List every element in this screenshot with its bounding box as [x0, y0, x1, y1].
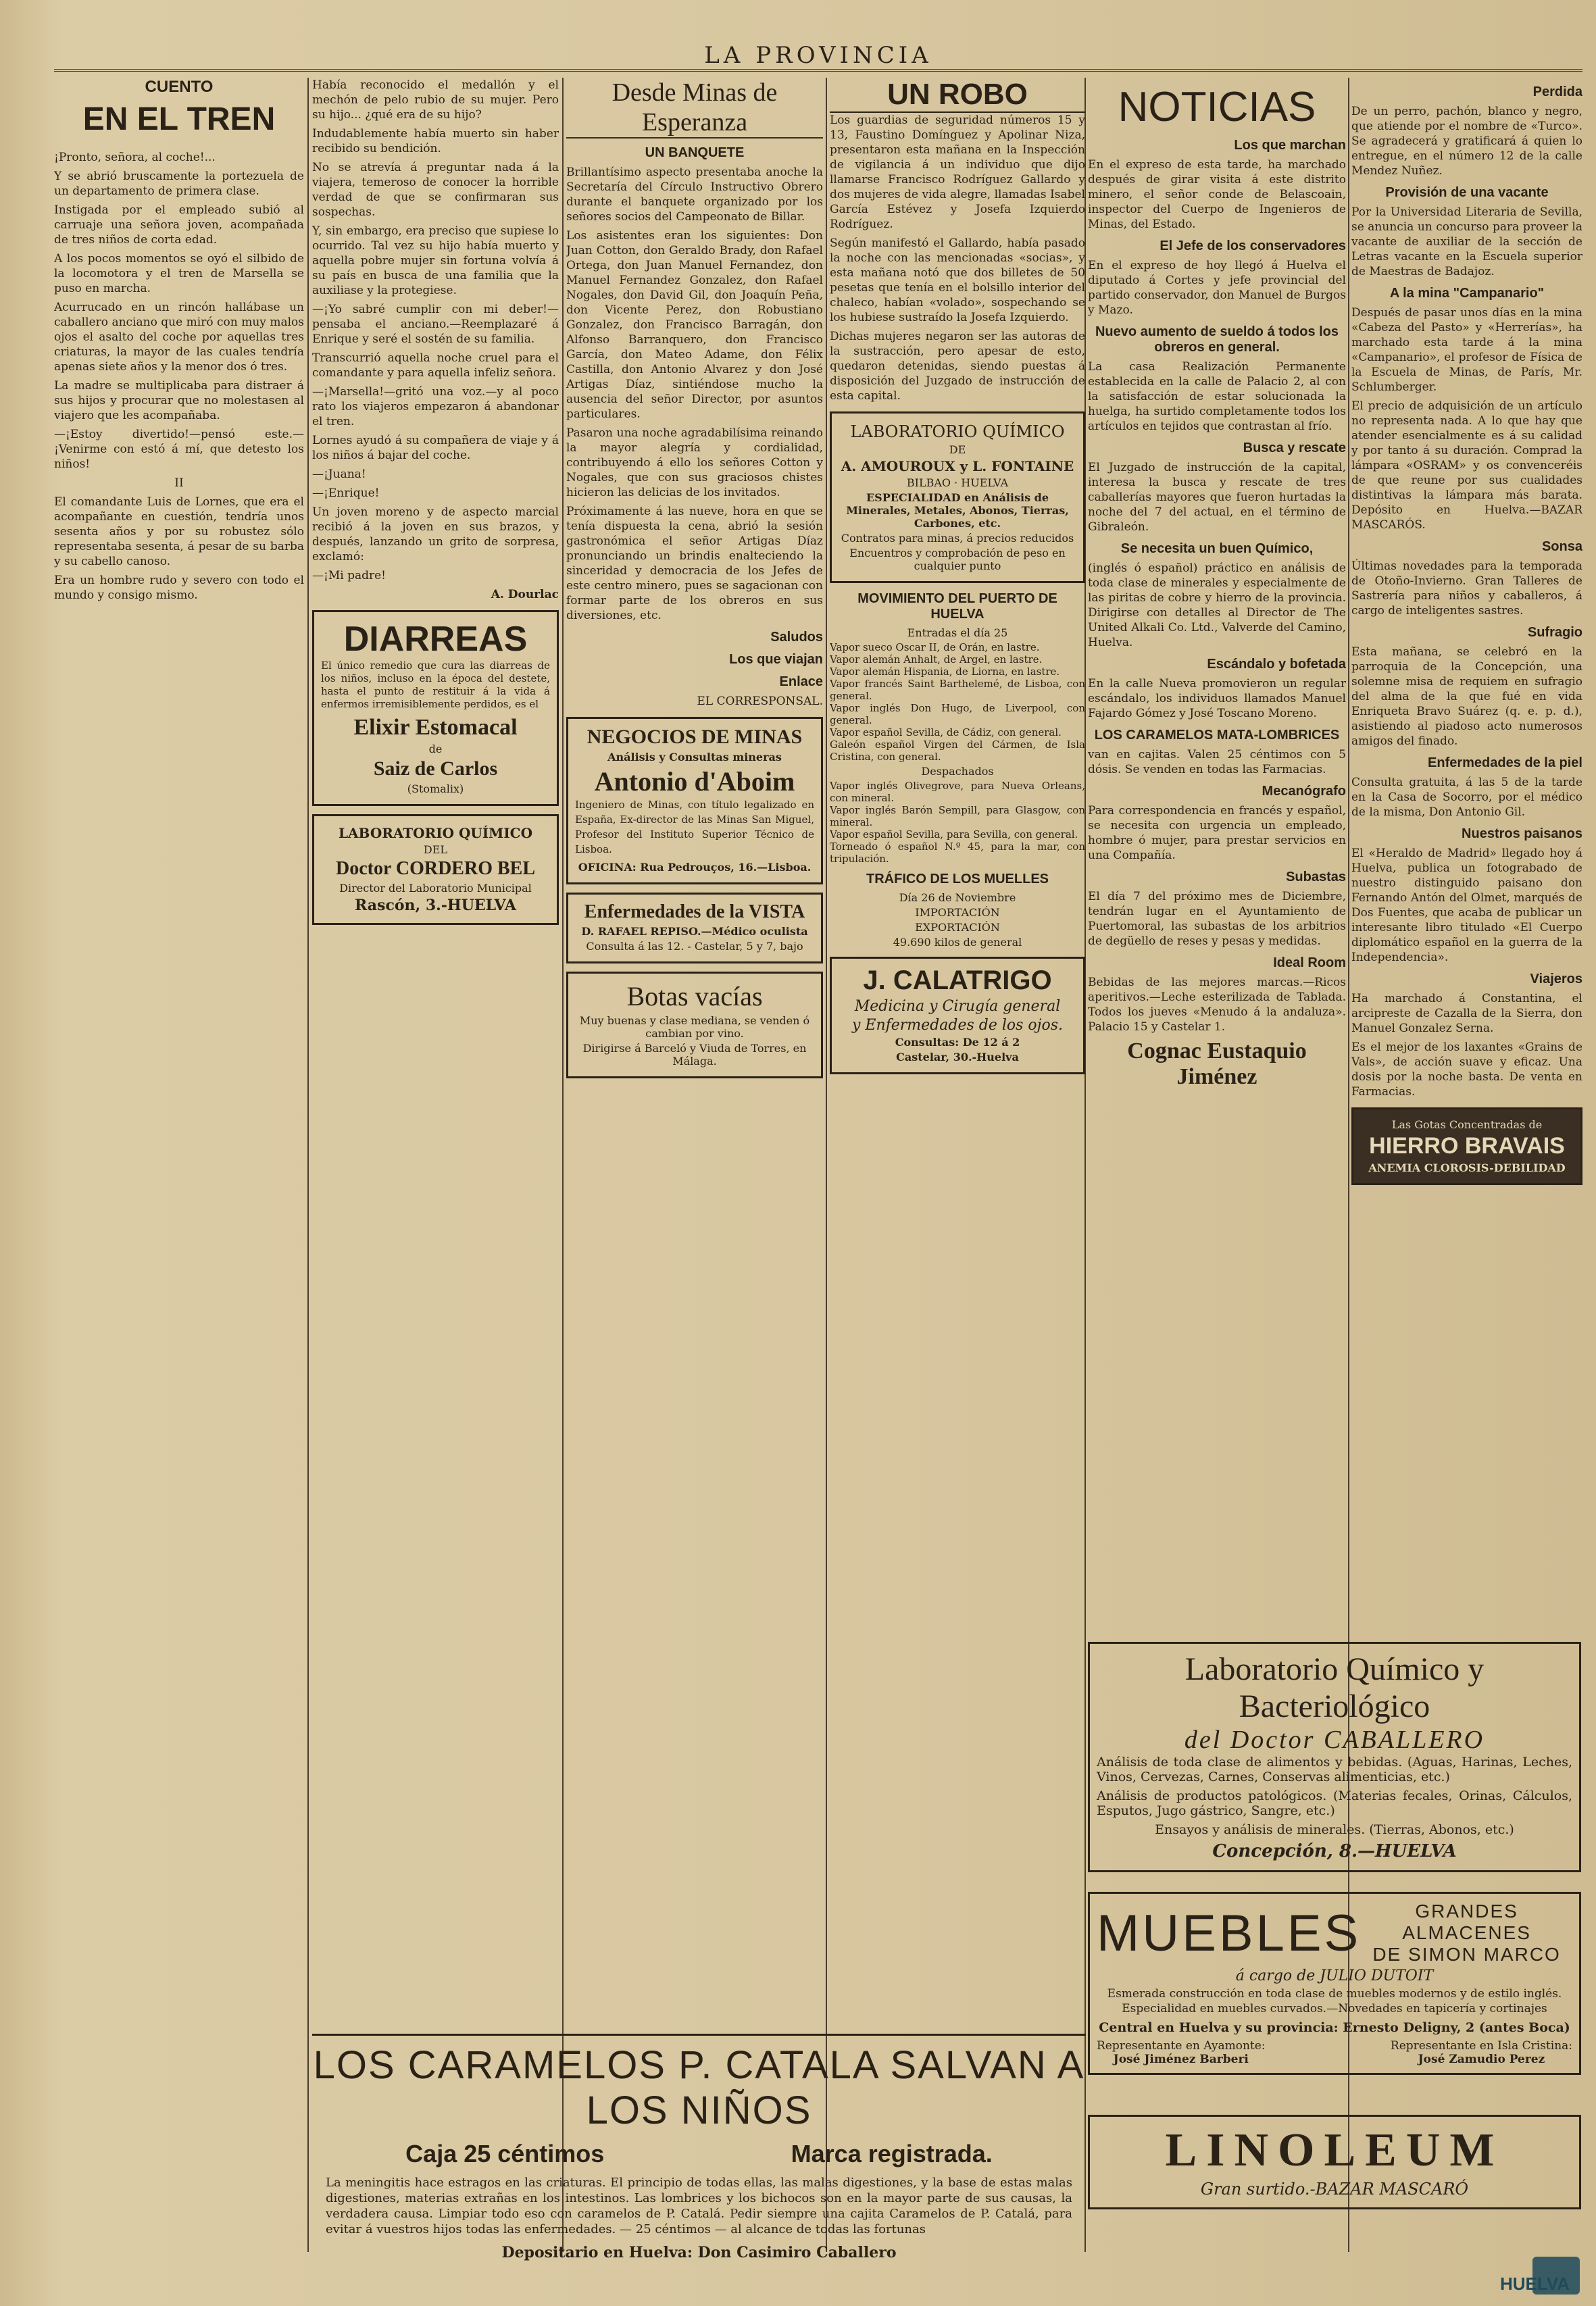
- section-sub: UN BANQUETE: [645, 145, 745, 160]
- news-text: Por la Universidad Literaria de Sevilla, se anuncia un concurso para proveer la vacante de auxiliar de la sección de Letras vacante en la Escuela superior de Maestras de Badajoz.: [1351, 205, 1582, 278]
- news-text: Para correspondencia en francés y español, se necesita con urgencia un empleado, hombre ó mujer, para prestar servicios en una Compañía.: [1088, 804, 1346, 862]
- ad-store-line: GRANDES ALMACENES: [1402, 1901, 1531, 1943]
- ad-rep-title: Representante en Isla Cristina:: [1390, 2039, 1572, 2053]
- paragraph: Y se abrió bruscamente la portezuela de un departamento de primera clase.: [54, 170, 304, 198]
- ad-consult: Consulta á las 12. - Castelar, 5 y 7, bajo: [586, 940, 803, 953]
- ad-de: DE: [949, 443, 966, 456]
- news-title: Enfermedades de la piel: [1428, 755, 1582, 770]
- news-title: Sonsa: [1541, 539, 1582, 554]
- ad-del: DEL: [423, 843, 448, 856]
- ad-calatrigo: [830, 957, 1085, 1074]
- paragraph: —¡Enrique!: [312, 486, 380, 500]
- ad-depositario: Depositario en Huelva: Don Casimiro Caballero: [501, 2244, 897, 2261]
- ad-contracts: Contratos para minas, á precios reducidos: [841, 532, 1074, 545]
- ad-title: HIERRO BRAVAIS: [1369, 1133, 1565, 1159]
- port-entry: Vapor sueco Oscar II, de Orán, en lastre.: [830, 641, 1040, 653]
- ad-central: Central en Huelva y su provincia: Ernesto Deligny, 2 (antes Boca): [1099, 2020, 1570, 2035]
- news-title: Los que marchan: [1234, 138, 1346, 153]
- ad-cognac: Cognac Eustaquio Jiménez: [1127, 1038, 1307, 1089]
- port-entry: Vapor alemán Anhalt, de Argel, en lastre.: [830, 653, 1043, 666]
- paragraph: Lornes ayudó á su compañera de viaje y á los niños á bajar del coche.: [312, 434, 559, 462]
- paragraph: Los asistentes eran los siguientes: Don Juan Cotton, don Geraldo Brady, don Rafael Ortega, don Juan Manuel Fernandez, don Manuel Fernandez Gonzalez, don Rafael Nogales, don David Gil, don Joaquín Peña, don Vicente Perez, don Robustiano Gonzalez, don Francisco Barragán, don Alfonso Barranquero, don Francisco García, don Mateo Adame, don Félix Castilla, don Antonio Alvarez y don José Artigas Díaz, sintiéndose mucho la ausencia del señor Director, por asuntos particulares.: [566, 229, 823, 421]
- paragraph: La madre se multiplicaba para distraer á sus hijos y procurar que no molestasen al viajero que les acompañaba.: [54, 379, 304, 422]
- ad-rep-name: José Jiménez Barberi: [1113, 2053, 1249, 2066]
- column-story: [54, 78, 304, 2252]
- ad-muebles: [1088, 1892, 1581, 2075]
- news-title: El Jefe de los conservadores: [1159, 239, 1346, 253]
- paragraph: Brillantísimo aspecto presentaba anoche la Secretaría del Círculo Instructivo Obrero durante el banquete organizado por los señores socios del Campeonato de Billar.: [566, 166, 823, 224]
- port-exit: Vapor español Sevilla, para Sevilla, con general.: [830, 828, 1078, 841]
- ad-store: [1361, 1901, 1572, 1965]
- paragraph: —¡Estoy divertido!—pensó este.—¡Venirme con estó á mí, que detesto los niños!: [54, 428, 304, 471]
- news-title: Perdida: [1532, 84, 1582, 99]
- port-despachados: Despachados: [921, 765, 994, 778]
- news-text: En la calle Nueva promovieron un regular escándalo, los individuos llamados Manuel Fajardo Gómez y José Toscano Moreno.: [1088, 677, 1346, 720]
- news-title: Ideal Room: [1273, 955, 1346, 970]
- ad-places: BILBAO · HUELVA: [906, 476, 1009, 489]
- ad-rep-name: José Zamudio Perez: [1418, 2053, 1545, 2066]
- ad-sub: ANEMIA CLOROSIS-DEBILIDAD: [1368, 1161, 1566, 1174]
- ad-rep: [1097, 2039, 1266, 2066]
- news-title: A la mina "Campanario": [1389, 286, 1545, 301]
- paragraph: —¡Marsella!—gritó una voz.—y al poco rato los viajeros empezaron á abandonar el tren.: [312, 385, 559, 428]
- ad-marca: Marca registrada.: [791, 2140, 993, 2167]
- paragraph: Era un hombre rudo y severo con todo el mundo y consigo mismo.: [54, 574, 304, 602]
- ad-headline: LOS CARAMELOS P. CATALA SALVAN A LOS NIÑOS: [313, 2043, 1085, 2132]
- ad-director: Director del Laboratorio Municipal: [339, 882, 532, 895]
- news-text: En el expreso de hoy llegó á Huelva el diputado á Cortes y jefe provincial del partido conservador, don Manuel de Burgos y Mazo.: [1088, 259, 1346, 317]
- news-text: El día 7 del próximo mes de Diciembre, tendrán lugar en el Ayuntamiento de Puertomoral, las subastas de los arbitrios de degüello de reses y pesas y medidas.: [1088, 890, 1346, 948]
- item-title: Enlace: [779, 674, 823, 689]
- paragraph: ¡Pronto, señora, al coche!...: [54, 151, 216, 164]
- ad-line: Análisis de toda clase de alimentos y bebidas. (Aguas, Harinas, Leches, Vinos, Cervezas, Carnes, Conservas alimenticias, etc.): [1097, 1755, 1572, 1784]
- news-title: Se necesita un buen Químico,: [1120, 541, 1314, 556]
- paragraph: Acurrucado en un rincón hallábase un caballero anciano que miró con muy malos ojos el asalto del coche por aquellas tres criaturas, la mayor de las cuales tendría apenas siete años y la menor dos ó tres.: [54, 301, 304, 374]
- column-minas: [566, 78, 823, 2022]
- news-title: Escándalo y bofetada: [1207, 657, 1346, 672]
- traffic-export: EXPORTACIÓN: [915, 921, 1000, 934]
- ad-text: Ingeniero de Minas, con título legalizado en España, Ex-director de las Minas San Miguel, Profesor del Instituto Superior Técnico de Lisboa.: [575, 799, 814, 855]
- ad-contact: Dirigirse á Barceló y Viuda de Torres, en Málaga.: [582, 1042, 807, 1068]
- traffic-import: IMPORTACIÓN: [915, 906, 1000, 919]
- port-entry: Vapor español Sevilla, de Cádiz, con general.: [830, 726, 1062, 738]
- section-header: NOTICIAS: [1118, 84, 1316, 130]
- paragraph: Y, sin embargo, era preciso que supiese lo ocurrido. Tal vez su hijo había muerto y aquella pobre mujer sin fortuna volvía á su país en busca de una familia que la auxiliase y la protegiese.: [312, 224, 559, 297]
- ad-brand: Saiz de Carlos: [373, 757, 498, 780]
- ad-office: OFICINA: Rua Pedrouços, 16.—Lisboa.: [578, 861, 812, 874]
- news-title: Nuestros paisanos: [1462, 826, 1582, 841]
- paragraph: Indudablemente había muerto sin haber recibido su bendición.: [312, 127, 559, 155]
- paragraph: Instigada por el empleado subió al carruaje una señora joven, acompañada de tres niños de corta edad.: [54, 203, 304, 247]
- news-text: van en cajitas. Valen 25 céntimos con 5 dósis. Se venden en todas las Farmacias.: [1088, 748, 1346, 776]
- port-entry: Vapor inglés Don Hugo, de Liverpool, con general.: [830, 702, 1085, 726]
- ad-amouroux: [830, 411, 1085, 583]
- ad-laboratorio-caballero: [1088, 1642, 1581, 1872]
- column-rule: [826, 78, 827, 2252]
- port-exit: Vapor inglés Olivegrove, para Nueva Orleans, con mineral.: [830, 780, 1085, 804]
- correspondent: EL CORRESPONSAL.: [697, 695, 823, 708]
- news-title: Mecanógrafo: [1262, 784, 1346, 799]
- paragraph: A los pocos momentos se oyó el silbido de la locomotora y el tren de Marsella se puso en marcha.: [54, 252, 304, 295]
- story-kicker: CUENTO: [145, 78, 214, 96]
- item-title: Saludos: [770, 630, 823, 645]
- ad-linoleum: [1088, 2115, 1581, 2209]
- news-text: Esta mañana, se celebró en la parroquia de la Concepción, una solemne misa de requiem en sufragio del alma de la que fué en vida Enriqueta Bravo Suárez (q. e. p. d.), asistiendo al piadoso acto numerosos amigos del finado.: [1351, 645, 1582, 748]
- traffic-total: 49.690 kilos de general: [893, 936, 1022, 949]
- traffic-title: TRÁFICO DE LOS MUELLES: [866, 872, 1049, 886]
- ad-reps: [1097, 2039, 1572, 2066]
- paragraph: Había reconocido el medallón y el mechón de pelo rubio de su mujer. Pero su hijo... ¿qué era de su hijo?: [312, 78, 559, 122]
- ad-title: DIARREAS: [343, 620, 528, 659]
- ad-names: A. AMOUROUX y L. FONTAINE: [841, 458, 1074, 474]
- item-title: Los que viajan: [729, 652, 823, 667]
- ad-caja: Caja 25 céntimos: [405, 2140, 605, 2167]
- port-entradas: Entradas el día 25: [907, 626, 1008, 639]
- column-rule: [562, 78, 564, 2252]
- paragraph: Transcurrió aquella noche cruel para el comandante y para aquella infeliz señora.: [312, 351, 559, 380]
- news-text: El «Heraldo de Madrid» llegado hoy á Huelva, publica un fotograbado de nuestro distinguido paisano don Fernando Antón del Olmet, marqués de Dos Fuentes, que acaba de publicar un interesante libro titulado «El Cuerpo diplomático español en la guerra de la Independencia».: [1351, 847, 1582, 964]
- paragraph: Próximamente á las nueve, hora en que se tenía dispuesta la cena, abrió la sesión gastronómica el señor Artigas Díaz pronunciando un brindis enalteciendo la sinceridad y democracia de los Jefes de este centro minero, pues se sagacionan con formar parte de los obreros en sus diversiones, etc.: [566, 505, 823, 622]
- paragraph: Los guardias de seguridad números 15 y 13, Faustino Domínguez y Apolinar Niza, presentaron esta mañana en la Inspección de vigilancia á un individuo que dijo llamarse Francisco Rodríguez Gallardo y dos mujeres de vida alegre, llamadas Isabel García Estévez y Josefa Izquierdo Rodríguez.: [830, 114, 1085, 231]
- ad-diarreas: [312, 610, 559, 806]
- ad-top: Las Gotas Concentradas de: [1391, 1118, 1543, 1131]
- paragraph: Un joven moreno y de aspecto marcial recibió á la joven en sus brazos, y después, lanzando un grito de sorpresa, exclamó:: [312, 505, 559, 563]
- ad-title: Enfermedades de la VISTA: [584, 901, 805, 922]
- column-noticias-cont: [1351, 78, 1582, 1630]
- ad-address: Castelar, 30.-Huelva: [896, 1051, 1019, 1063]
- ad-doctor: del Doctor CABALLERO: [1184, 1726, 1485, 1754]
- ad-line: Ensayos y análisis de minerales. (Tierras, Abonos, etc.): [1155, 1822, 1514, 1837]
- ad-title: Laboratorio Químico y Bacteriológico: [1184, 1651, 1485, 1724]
- news-text: El Juzgado de instrucción de la capital, interesa la busca y rescate de tres caballerías mayores que fueron hurtadas la noche del 7 del actual, en el término de Gibraleón.: [1088, 461, 1346, 534]
- paragraph: No se atrevía á preguntar nada á la viajera, temeroso de conocer la horrible verdad de que se confirmaran sus sospechas.: [312, 161, 559, 219]
- ad-specialty: ESPECIALIDAD en Análisis de Minerales, Metales, Abonos, Tierras, Carbones, etc.: [846, 491, 1069, 530]
- news-text: Después de pasar unos días en la mina «Cabeza del Pasto» y «Herrerías», ha marchado esta tarde á la mina «Campanario», el profesor de Física de la Escuela de Minas, de París, Mr. Schlumberger.: [1351, 306, 1582, 394]
- ad-address: Concepción, 8.—HUELVA: [1212, 1841, 1457, 1861]
- port-exit: Torneado ó español N.º 45, para la mar, con tripulación.: [830, 841, 1085, 865]
- section-numeral: II: [174, 476, 184, 490]
- masthead: LA PROVINCIA: [54, 42, 1582, 72]
- column-noticias: [1088, 78, 1346, 1630]
- ad-stomalix: (Stomalix): [407, 782, 464, 795]
- paragraph: —¡Yo sabré cumplir con mi deber!—pensaba el anciano.—Reemplazaré á Enrique y seré el sostén de su familia.: [312, 303, 559, 346]
- news-title: Subastas: [1286, 870, 1346, 884]
- ad-lab-cordero: [312, 814, 559, 925]
- section-header: Desde Minas de Esperanza: [566, 78, 823, 139]
- story-title: EN EL TREN: [82, 101, 276, 137]
- ad-cargo: á cargo de JULIO DUTOIT: [1235, 1967, 1434, 1984]
- ad-line: y Enfermedades de los ojos.: [851, 1017, 1064, 1034]
- section-header: UN ROBO: [830, 78, 1085, 113]
- news-text: El precio de adquisición de un artículo no representa nada. A lo que hay que atender esencialmente es á su calidad y por tanto á su duración. Comprad la lámpara «OSRAM» y os convenceréis de que reune por sus cualidades distintivas la lámpara más barata. Depósito en Huelva.—BAZAR MASCARÓS.: [1351, 399, 1582, 532]
- ad-text: El único remedio que cura las diarreas de los niños, incluso en la época del destete, hasta el punto de restituir á la vida á enfermos irremisiblemente perdidos, es el: [321, 659, 550, 710]
- signature: A. Dourlac: [491, 588, 559, 601]
- ad-hierro-bravais: [1351, 1107, 1582, 1185]
- news-title: Provisión de una vacante: [1385, 185, 1549, 200]
- news-title: LOS CARAMELOS MATA-LOMBRICES: [1094, 728, 1340, 743]
- ad-price-row: [312, 2140, 1086, 2168]
- ad-name: J. CALATRIGO: [863, 966, 1052, 995]
- news-text: Consulta gratuita, á las 5 de la tarde en la Casa de Socorro, por el médico de la misma, Don Antonio Gil.: [1351, 776, 1582, 819]
- news-text: Bebidas de las mejores marcas.—Ricos aperitivos.—Leche esterilizada de Tablada. Todos los jueves «Menudo á la andaluza». Palacio 15 y Castelar 1.: [1088, 976, 1346, 1034]
- news-text: Es el mejor de los laxantes «Grains de Vals», de acción suave y eficaz. Una dosis por la noche basta. De venta en Farmacias.: [1351, 1041, 1582, 1099]
- ad-buys: Encuentros y comprobación de peso en cualquier punto: [849, 547, 1066, 572]
- news-title: Busca y rescate: [1243, 441, 1346, 455]
- ad-negocios-minas: [566, 717, 823, 884]
- ad-line: Análisis de productos patológicos. (Materias fecales, Orinas, Cálculos, Esputos, Jugo gástrico, Sangre, etc.): [1097, 1788, 1572, 1818]
- paragraph: Pasaron una noche agradabilísima reinando la mayor alegría y cordialidad, contribuyendo á ello los señores Cotton y Nogales, que con sus graciosos chistes hicieron las delicias de los invitados.: [566, 426, 823, 499]
- ad-hours: Consultas: De 12 á 2: [895, 1036, 1020, 1049]
- ad-title: NEGOCIOS DE MINAS: [587, 726, 803, 748]
- ad-address: Rascón, 3.-HUELVA: [355, 897, 516, 914]
- ad-caramelos-catala: [312, 2034, 1086, 2261]
- ad-text: Esmerada construcción en toda clase de muebles modernos y de estilo inglés. Especialidad en muebles curvados.—Novedades en tapicería y cortinajes: [1107, 1987, 1562, 2015]
- ad-title: MUEBLES: [1097, 1904, 1362, 1962]
- ad-rep-title: Representante en Ayamonte:: [1097, 2039, 1266, 2053]
- ad-title: LINOLEUM: [1165, 2124, 1504, 2176]
- ad-text: La meningitis hace estragos en las criaturas. El principio de todas ellas, las malas digestiones, y la base de estas malas digestiones, materias extrañas en los intestinos. Las lombrices y los bichocos son en la mayor parte de sus causas, la verdadera causa. Limpiar todo eso con caramelos de P. Catalá. Pedir siempre una cajita Caramelos de P. Catalá, para evitar á vuestros hijos todas las enfermedades. — 25 céntimos — al alcance de todas las fortunas: [326, 2176, 1072, 2236]
- port-exit: Vapor inglés Barón Sempill, para Glasgow, con mineral.: [830, 804, 1085, 828]
- ad-de: de: [428, 743, 443, 755]
- traffic-date: Día 26 de Noviembre: [899, 891, 1016, 904]
- ad-title: LABORATORIO QUÍMICO: [850, 422, 1065, 441]
- paragraph: Dichas mujeres negaron ser las autoras de la sustracción, pero apesar de esto, quedaron detenidas, siendo puestas á disposición del Juzgado de instrucción de esta capital.: [830, 330, 1085, 403]
- ad-text: Muy buenas y clase mediana, se venden ó cambian por vino.: [579, 1014, 810, 1040]
- news-text: En el expreso de esta tarde, ha marchado después de girar visita á este distrito minero, el señor conde de Belascoain, inspector del Cuerpo de Ingenieros de Minas, del Estado.: [1088, 158, 1346, 231]
- ad-botas: [566, 972, 823, 1078]
- ad-doctor: D. RAFAEL REPISO.—Médico oculista: [581, 925, 808, 938]
- archive-logo-label: HUELVA: [1500, 2274, 1570, 2294]
- ad-store-line: DE SIMON MARCO: [1372, 1944, 1561, 1965]
- column-story-cont: [312, 78, 559, 2022]
- ad-product: Elixir Estomacal: [353, 715, 518, 740]
- ad-sub: Gran surtido.-BAZAR MASCARÓ: [1200, 2180, 1469, 2199]
- news-text: Últimas novedades para la temporada de Otoño-Invierno. Gran Talleres de Sastrería para niños y caballeros, á cargo de inteligentes sastres.: [1351, 559, 1582, 618]
- news-text: (inglés ó español) práctico en análisis de toda clase de minerales y especialmente de las piritas de cobre y hierro de la provincia. Dirigirse con detalles al Director de The United Alkali Co. Ltd., Valverde del Camino, Huelva.: [1088, 561, 1346, 649]
- paragraph: El comandante Luis de Lornes, que era el acompañante en cuestión, tendría unos sesenta años y por su robustez sólo representaba sesenta, á pesar de su barba y su cabello canoso.: [54, 495, 304, 568]
- port-title: MOVIMIENTO DEL PUERTO DE HUELVA: [857, 591, 1057, 622]
- port-entry: Vapor francés Saint Barthelemé, de Lisboa, con general.: [830, 678, 1085, 702]
- ad-title: Botas vacías: [626, 981, 763, 1011]
- port-entry: Galeón español Virgen del Cármen, de Isla Cristina, con general.: [830, 738, 1085, 763]
- news-title: Sufragio: [1527, 625, 1582, 640]
- paragraph: Según manifestó el Gallardo, había pasado la noche con las mencionadas «socias», y esta mañana notó que dos billetes de 50 pesetas que tenía en el bolsillo interior del chaleco, habían «volado», sospechando se los hubiese sustraído la Josefa Izquierdo.: [830, 236, 1085, 324]
- column-rule: [307, 78, 309, 2252]
- ad-sub: Análisis y Consultas mineras: [607, 751, 782, 763]
- ad-doctor: Doctor CORDERO BEL: [335, 858, 536, 879]
- paragraph: —¡Juana!: [312, 468, 366, 481]
- ad-line: Medicina y Cirugía general: [854, 998, 1061, 1015]
- port-entry: Vapor alemán Hispania, de Liorna, en lastre.: [830, 666, 1060, 678]
- ad-rep: [1391, 2039, 1572, 2066]
- paragraph: —¡Mi padre!: [312, 569, 386, 582]
- news-title: Viajeros: [1530, 972, 1582, 986]
- ad-vista: [566, 893, 823, 963]
- news-title: Nuevo aumento de sueldo á todos los obreros en general.: [1095, 324, 1339, 355]
- news-text: La casa Realización Permanente establecida en la calle de Palacio 2, al con la satisfacción de estar solucionada la huelga, ha surtido completamente todos los artículos en tejidos que contrastan al frío.: [1088, 360, 1346, 433]
- ad-title: LABORATORIO QUÍMICO: [338, 825, 533, 841]
- column-robo: [830, 78, 1085, 2022]
- ad-name: Antonio d'Aboim: [594, 766, 795, 797]
- news-text: De un perro, pachón, blanco y negro, que atiende por el nombre de «Turco». Se agradecerá y gratificará á quien lo entregue, en el número 12 de la calle Mendez Nuñez.: [1351, 105, 1582, 178]
- news-text: Ha marchado á Constantina, el arcipreste de Cazalla de la Sierra, don Manuel Gonzalez Serna.: [1351, 992, 1582, 1035]
